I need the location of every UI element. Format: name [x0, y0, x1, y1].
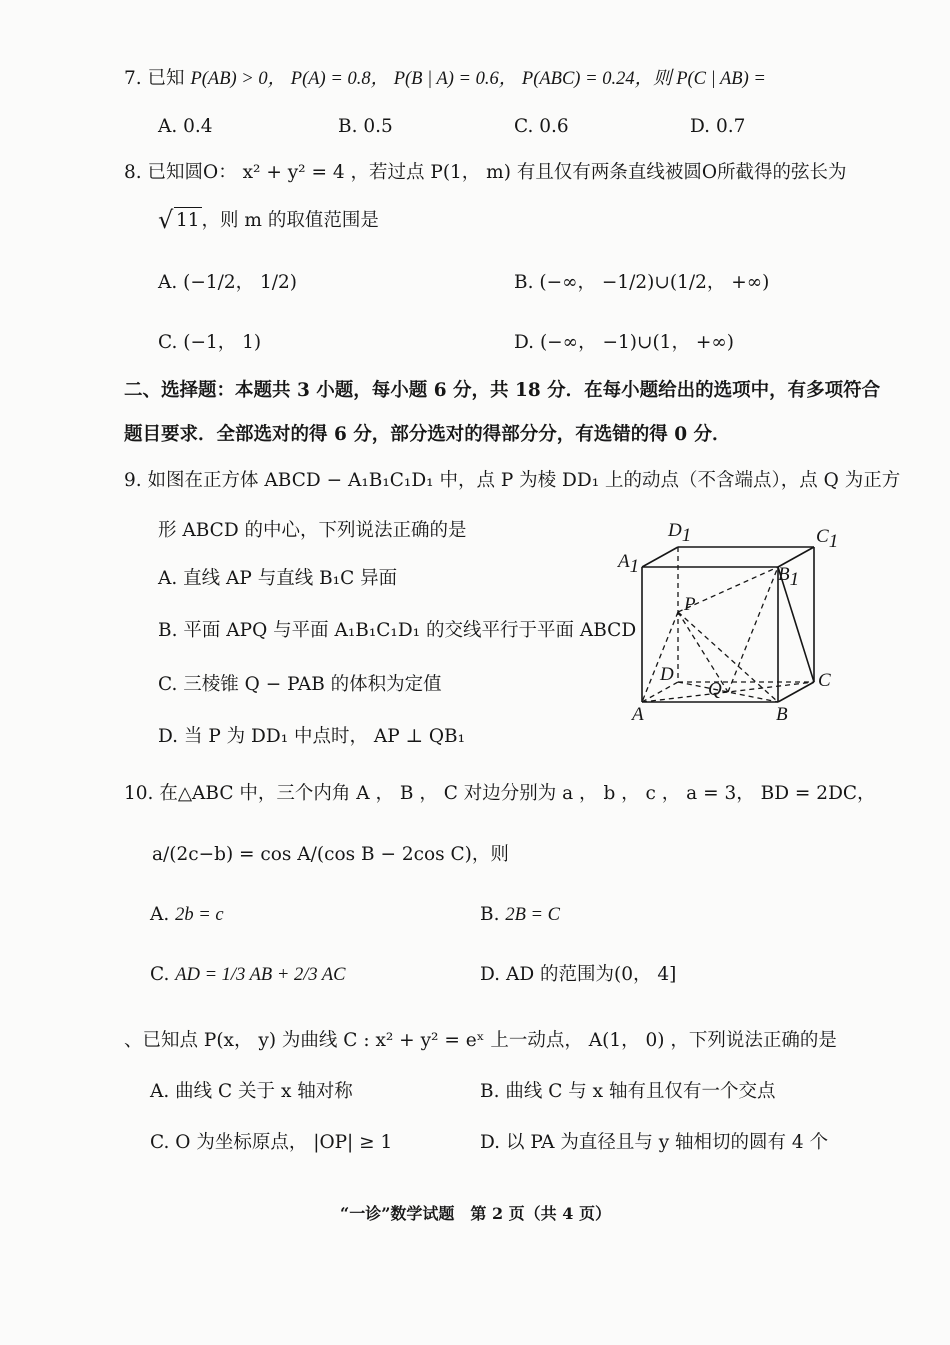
q7-option-b: B. 0.5	[338, 116, 393, 137]
label-q: Q	[708, 679, 722, 700]
q7-number: 7.	[124, 68, 142, 89]
q8-option-c: C. (−1， 1)	[158, 332, 262, 353]
q11-stem: 、已知点 P(x， y) 为曲线 C : x² + y² = eˣ 上一动点， A(1， 0) ，下列说法正确的是	[124, 1030, 837, 1051]
q10-option-a: A. 2b = c	[150, 904, 224, 925]
q10-option-b: B. 2B = C	[480, 904, 560, 925]
sqrt-symbol: √ 11	[158, 206, 200, 234]
q8-option-d: D. (−∞， −1)∪(1， +∞)	[514, 332, 734, 353]
q10-stem-line1: 10. 在△ABC 中，三个内角 A ， B ， C 对边分别为 a ， b ， c ， a = 3， BD = 2DC，	[124, 783, 876, 804]
q8-number: 8.	[124, 162, 142, 183]
q10-stem-line2: a/(2c−b) = cos A/(cos B − 2cos C)，则	[152, 844, 509, 865]
q10-option-c: C. AD = 1/3 AB + 2/3 AC	[150, 964, 346, 985]
q7-stem: 7. 已知 P(AB) > 0， P(A) = 0.8， P(B | A) = 0.6， P(ABC) = 0.24，则 P(C | AB) =	[124, 68, 766, 89]
q9-number: 9.	[124, 470, 142, 491]
edge-bc	[778, 682, 814, 702]
q9-stem-line2: 形 ABCD 的中心，下列说法正确的是	[158, 520, 467, 541]
q8-stem-line1: 8. 已知圆O： x² + y² = 4 ，若过点 P(1， m) 有且仅有两条直线被圆O所截得的弦长为	[124, 162, 847, 183]
cube-figure	[610, 512, 850, 727]
q11-option-b: B. 曲线 C 与 x 轴有且仅有一个交点	[480, 1081, 776, 1102]
section2-line1: 二、选择题：本题共 3 小题，每小题 6 分，共 18 分．在每小题给出的选项中，有多项符合	[124, 380, 881, 401]
q9-option-b: B. 平面 APQ 与平面 A₁B₁C₁D₁ 的交线平行于平面 ABCD	[158, 620, 637, 641]
q8-stem-line2: √ 11 ，则 m 的取值范围是	[158, 206, 379, 234]
label-d: D	[660, 664, 674, 685]
q10-option-d: D. AD 的范围为(0， 4]	[480, 964, 677, 985]
q11-option-c: C. O 为坐标原点， |OP| ≥ 1	[150, 1132, 393, 1153]
q9-stem-line1: 9. 如图在正方体 ABCD − A₁B₁C₁D₁ 中，点 P 为棱 DD₁ 上的动点（不含端点），点 Q 为正方	[124, 470, 901, 491]
edge-a1d1	[642, 547, 678, 567]
q7-option-d: D. 0.7	[690, 116, 746, 137]
label-b: B	[776, 704, 788, 725]
q11-option-d: D. 以 PA 为直径且与 y 轴相切的圆有 4 个	[480, 1132, 829, 1153]
label-c: C	[818, 670, 831, 691]
label-d1: D1	[668, 520, 692, 546]
segment-pa	[642, 612, 678, 702]
q8-option-b: B. (−∞， −1/2)∪(1/2， +∞)	[514, 272, 770, 293]
section2-line2: 题目要求．全部选对的得 6 分，部分选对的得部分分，有选错的得 0 分．	[124, 424, 731, 445]
q7-expression: P(AB) > 0， P(A) = 0.8， P(B | A) = 0.6， P(ABC) = 0.24，则 P(C | AB) =	[190, 69, 766, 89]
q11-option-a: A. 曲线 C 关于 x 轴对称	[150, 1081, 353, 1102]
q10-number: 10.	[124, 783, 154, 804]
q11-number: 、	[124, 1030, 143, 1051]
q7-option-a: A. 0.4	[158, 116, 213, 137]
page-footer: “一诊”数学试题 第 2 页（共 4 页）	[340, 1204, 611, 1223]
label-p: P	[684, 594, 696, 615]
q7-option-c: C. 0.6	[514, 116, 569, 137]
q8-option-a: A. (−1/2， 1/2)	[158, 272, 298, 293]
label-b1: B1	[778, 564, 800, 590]
q9-option-d: D. 当 P 为 DD₁ 中点时， AP ⊥ QB₁	[158, 726, 466, 747]
q9-option-c: C. 三棱锥 Q − PAB 的体积为定值	[158, 674, 442, 695]
label-a: A	[632, 704, 644, 725]
label-a1: A1	[618, 551, 640, 577]
label-c1: C1	[816, 526, 839, 552]
q9-option-a: A. 直线 AP 与直线 B₁C 异面	[158, 568, 398, 589]
